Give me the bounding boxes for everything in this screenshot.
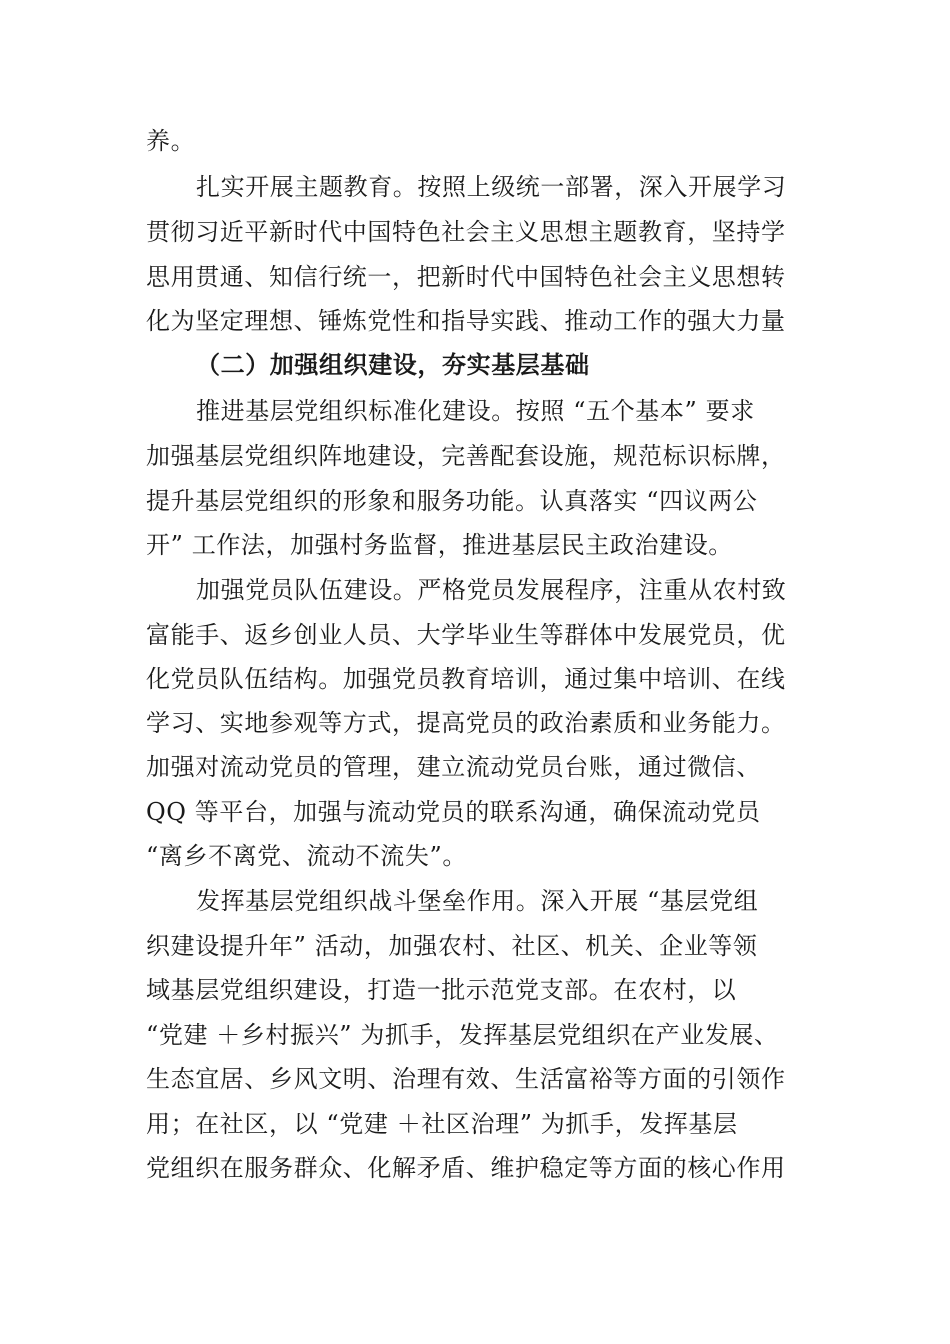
paragraph-start: 加强党员队伍建设。严格党员发展程序，注重从农村致 bbox=[196, 576, 787, 604]
section-heading: （二）加强组织建设，夯实基层基础 bbox=[196, 350, 590, 379]
text-line: 思用贯通、知信行统一，把新时代中国特色社会主义思想转 bbox=[146, 263, 786, 291]
text-line: 党组织在服务群众、化解矛盾、维护稳定等方面的核心作用 bbox=[146, 1154, 786, 1182]
text-line: 化为坚定理想、锤炼党性和指导实践、推动工作的强大力量 bbox=[146, 307, 786, 335]
text-line: “离乡不离党、流动不流失”。 bbox=[146, 842, 467, 870]
text-line: 贯彻习近平新时代中国特色社会主义思想主题教育，坚持学 bbox=[146, 218, 786, 246]
text-line: 加强基层党组织阵地建设，完善配套设施，规范标识标牌， bbox=[146, 442, 786, 470]
text-line: 学习、实地参观等方式，提高党员的政治素质和业务能力。 bbox=[146, 709, 786, 737]
text-line: 提升基层党组织的形象和服务功能。认真落实 “四议两公 bbox=[146, 487, 758, 515]
text-line: 域基层党组织建设，打造一批示范党支部。在农村，以 bbox=[146, 976, 737, 1004]
text-line: “党建 ＋乡村振兴” 为抓手，发挥基层党组织在产业发展、 bbox=[146, 1021, 779, 1049]
text-line: 生态宜居、乡风文明、治理有效、生活富裕等方面的引领作 bbox=[146, 1065, 786, 1093]
text-line: QQ 等平台，加强与流动党员的联系沟通，确保流动党员 bbox=[146, 798, 761, 826]
paragraph-start: 扎实开展主题教育。按照上级统一部署，深入开展学习 bbox=[196, 173, 787, 201]
paragraph-start: 推进基层党组织标准化建设。按照 “五个基本” 要求 bbox=[196, 397, 755, 425]
text-line: 化党员队伍结构。加强党员教育培训，通过集中培训、在线 bbox=[146, 665, 786, 693]
text-line: 养。 bbox=[146, 127, 196, 155]
text-line: 加强对流动党员的管理，建立流动党员台账，通过微信、 bbox=[146, 753, 761, 781]
text-line: 富能手、返乡创业人员、大学毕业生等群体中发展党员，优 bbox=[146, 621, 786, 649]
text-line: 织建设提升年” 活动，加强农村、社区、机关、企业等领 bbox=[146, 932, 758, 960]
paragraph-start: 发挥基层党组织战斗堡垒作用。深入开展 “基层党组 bbox=[196, 887, 759, 915]
text-line: 开” 工作法，加强村务监督，推进基层民主政治建设。 bbox=[146, 531, 733, 559]
text-line: 用；在社区，以 “党建 ＋社区治理” 为抓手，发挥基层 bbox=[146, 1110, 738, 1138]
